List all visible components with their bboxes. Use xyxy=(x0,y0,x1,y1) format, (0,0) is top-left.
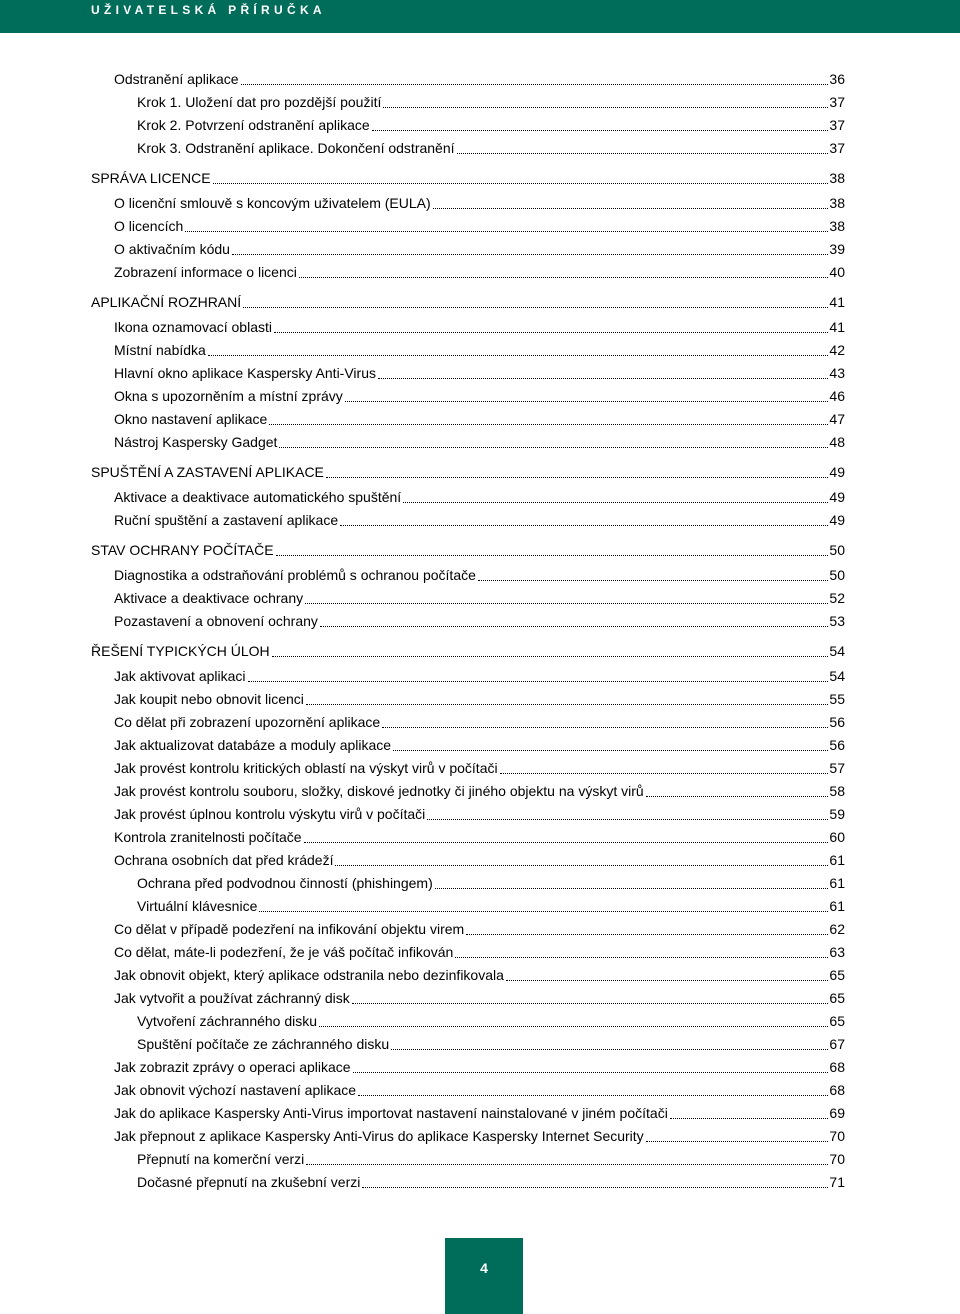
dot-leader xyxy=(248,681,829,682)
toc-entry-page: 53 xyxy=(829,613,845,629)
toc-entry[interactable] xyxy=(114,215,845,237)
dot-leader xyxy=(427,819,828,820)
dot-leader xyxy=(466,934,828,935)
toc-entry[interactable] xyxy=(114,68,845,90)
toc-entry-title: O licenční smlouvě s koncovým uživatelem (EULA) xyxy=(114,195,431,211)
dot-leader xyxy=(208,355,829,356)
toc-entry-title: Nástroj Kaspersky Gadget xyxy=(114,434,278,450)
toc-entry-title: Dočasné přepnutí na zkušební verzi xyxy=(137,1174,361,1190)
toc-entry-title: Krok 1. Uložení dat pro pozdější použití xyxy=(137,94,382,110)
toc-entry[interactable] xyxy=(114,803,845,825)
toc-entry-page: 42 xyxy=(829,342,845,358)
dot-leader xyxy=(185,231,828,232)
toc-entry-title: Jak provést kontrolu souboru, složky, diskové jednotky či jiného objektu na výskyt virů xyxy=(114,783,644,799)
toc-entry-title: Co dělat v případě podezření na infikování objektu virem xyxy=(114,921,465,937)
toc-entry-title: Co dělat, máte-li podezření, že je váš počítač infikován xyxy=(114,944,454,960)
toc-entry-title: Diagnostika a odstraňování problémů s ochranou počítače xyxy=(114,567,476,583)
toc-entry[interactable] xyxy=(114,1102,845,1124)
toc-entry-page: 65 xyxy=(829,990,845,1006)
toc-entry-page: 55 xyxy=(829,691,845,707)
dot-leader xyxy=(241,84,829,85)
dot-leader xyxy=(232,254,828,255)
toc-entry[interactable] xyxy=(114,431,845,453)
toc-entry-page: 62 xyxy=(829,921,845,937)
toc-entry[interactable] xyxy=(114,316,845,338)
toc-entry-page: 69 xyxy=(829,1105,845,1121)
dot-leader xyxy=(353,1072,829,1073)
toc-entry[interactable] xyxy=(114,192,845,214)
toc-entry[interactable] xyxy=(114,688,845,710)
toc-entry-title: Ikona oznamovací oblasti xyxy=(114,319,272,335)
toc-entry-title: Krok 2. Potvrzení odstranění aplikace xyxy=(137,117,370,133)
toc-entry-title: Zobrazení informace o licenci xyxy=(114,264,297,280)
toc-entry[interactable] xyxy=(114,757,845,779)
toc-entry-page: 56 xyxy=(829,714,845,730)
toc-entry-page: 37 xyxy=(829,140,845,156)
toc-entry-title: ŘEŠENÍ TYPICKÝCH ÚLOH xyxy=(91,643,270,659)
dot-leader xyxy=(345,401,829,402)
toc-entry-title: Jak koupit nebo obnovit licenci xyxy=(114,691,304,707)
dot-leader xyxy=(455,957,828,958)
toc-entry-title: O aktivačním kódu xyxy=(114,241,230,257)
dot-leader xyxy=(320,626,829,627)
toc-entry[interactable] xyxy=(114,918,845,940)
toc-entry-title: Jak přepnout z aplikace Kaspersky Anti-Virus do aplikace Kaspersky Internet Security xyxy=(114,1128,644,1144)
dot-leader xyxy=(279,447,828,448)
toc-entry-page: 70 xyxy=(829,1151,845,1167)
page-number: 4 xyxy=(445,1238,523,1314)
dot-leader xyxy=(378,378,828,379)
toc-entry[interactable] xyxy=(114,362,845,384)
toc-entry[interactable] xyxy=(114,734,845,756)
dot-leader xyxy=(306,704,829,705)
toc-entry[interactable] xyxy=(114,339,845,361)
toc-entry-page: 37 xyxy=(829,94,845,110)
dot-leader xyxy=(382,727,828,728)
toc-entry[interactable] xyxy=(114,665,845,687)
toc-entry[interactable] xyxy=(91,461,845,483)
toc-entry-page: 49 xyxy=(829,512,845,528)
dot-leader xyxy=(340,525,828,526)
dot-leader xyxy=(274,332,828,333)
dot-leader xyxy=(259,911,828,912)
toc-entry-title: Pozastavení a obnovení ochrany xyxy=(114,613,318,629)
toc-entry[interactable] xyxy=(114,509,845,531)
toc-entry-page: 36 xyxy=(829,71,845,87)
dot-leader xyxy=(305,603,828,604)
toc-entry[interactable] xyxy=(137,91,845,113)
toc-entry[interactable] xyxy=(114,780,845,802)
toc-entry[interactable] xyxy=(114,826,845,848)
dot-leader xyxy=(276,555,829,556)
toc-entry-title: STAV OCHRANY POČÍTAČE xyxy=(91,542,274,558)
dot-leader xyxy=(358,1095,828,1096)
toc-entry-page: 65 xyxy=(829,1013,845,1029)
toc-entry-page: 40 xyxy=(829,264,845,280)
toc-entry-page: 61 xyxy=(829,875,845,891)
toc-entry-page: 68 xyxy=(829,1059,845,1075)
dot-leader xyxy=(383,107,828,108)
dot-leader xyxy=(335,865,828,866)
toc-entry-page: 38 xyxy=(829,195,845,211)
toc-entry-page: 43 xyxy=(829,365,845,381)
toc-entry[interactable] xyxy=(114,711,845,733)
dot-leader xyxy=(299,277,829,278)
dot-leader xyxy=(506,980,829,981)
dot-leader xyxy=(372,130,829,131)
toc-entry-title: Kontrola zranitelnosti počítače xyxy=(114,829,302,845)
toc-entry-page: 47 xyxy=(829,411,845,427)
dot-leader xyxy=(500,773,829,774)
dot-leader xyxy=(272,656,829,657)
toc-entry-title: SPRÁVA LICENCE xyxy=(91,170,211,186)
toc-entry-title: Ruční spuštění a zastavení aplikace xyxy=(114,512,339,528)
dot-leader xyxy=(393,750,828,751)
toc-entry-title: O licencích xyxy=(114,218,184,234)
toc-entry-page: 50 xyxy=(829,542,845,558)
dot-leader xyxy=(306,1164,828,1165)
toc-entry-title: Jak obnovit výchozí nastavení aplikace xyxy=(114,1082,357,1098)
dot-leader xyxy=(457,153,829,154)
toc-entry-title: Co dělat při zobrazení upozornění aplikace xyxy=(114,714,381,730)
toc-entry[interactable] xyxy=(137,114,845,136)
toc-entry-page: 63 xyxy=(829,944,845,960)
toc-entry[interactable] xyxy=(137,1148,845,1170)
toc-entry[interactable] xyxy=(114,1056,845,1078)
dot-leader xyxy=(646,796,829,797)
toc-entry-page: 48 xyxy=(829,434,845,450)
toc-entry[interactable] xyxy=(114,564,845,586)
toc-entry[interactable] xyxy=(114,1079,845,1101)
toc-entry-title: Aktivace a deaktivace ochrany xyxy=(114,590,304,606)
dot-leader xyxy=(304,842,829,843)
toc-entry[interactable] xyxy=(137,137,845,159)
toc-entry[interactable] xyxy=(91,539,845,561)
toc-entry[interactable] xyxy=(137,872,845,894)
toc-entry-title: Jak zobrazit zprávy o operaci aplikace xyxy=(114,1059,351,1075)
toc-entry-page: 58 xyxy=(829,783,845,799)
dot-leader xyxy=(243,307,828,308)
dot-leader xyxy=(646,1141,829,1142)
toc-entry-page: 57 xyxy=(829,760,845,776)
toc-entry-title: Jak provést kontrolu kritických oblastí na výskyt virů v počítači xyxy=(114,760,498,776)
toc-entry-title: Odstranění aplikace xyxy=(114,71,239,87)
toc-entry[interactable] xyxy=(91,640,845,662)
toc-entry-title: Ochrana osobních dat před krádeží xyxy=(114,852,334,868)
toc-entry[interactable] xyxy=(91,291,845,313)
header-title: UŽIVATELSKÁ PŘÍRUČKA xyxy=(91,3,326,17)
dot-leader xyxy=(433,208,829,209)
toc-entry-title: Okno nastavení aplikace xyxy=(114,411,268,427)
toc-entry-title: Jak obnovit objekt, který aplikace odstranila nebo dezinfikovala xyxy=(114,967,504,983)
toc-entry[interactable] xyxy=(114,941,845,963)
dot-leader xyxy=(435,888,829,889)
toc-entry-title: Jak do aplikace Kaspersky Anti-Virus importovat nastavení nainstalované v jiném počítači xyxy=(114,1105,668,1121)
dot-leader xyxy=(362,1187,828,1188)
toc-entry-title: SPUŠTĚNÍ A ZASTAVENÍ APLIKACE xyxy=(91,464,324,480)
toc-entry-page: 67 xyxy=(829,1036,845,1052)
toc-entry[interactable] xyxy=(114,1125,845,1147)
toc-entry[interactable] xyxy=(91,167,845,189)
toc-entry-title: Ochrana před podvodnou činností (phishingem) xyxy=(137,875,433,891)
toc-entry-title: Spuštění počítače ze záchranného disku xyxy=(137,1036,390,1052)
toc-entry-page: 54 xyxy=(829,643,845,659)
toc-entry-page: 52 xyxy=(829,590,845,606)
toc-entry-title: Jak provést úplnou kontrolu výskytu virů v počítači xyxy=(114,806,426,822)
toc-entry-page: 60 xyxy=(829,829,845,845)
toc-entry-title: Virtuální klávesnice xyxy=(137,898,258,914)
dot-leader xyxy=(403,502,828,503)
toc-entry-title: APLIKAČNÍ ROZHRANÍ xyxy=(91,294,242,310)
toc-entry[interactable] xyxy=(137,1010,845,1032)
toc-entry-title: Jak aktivovat aplikaci xyxy=(114,668,246,684)
toc-entry-page: 46 xyxy=(829,388,845,404)
toc-entry-page: 50 xyxy=(829,567,845,583)
dot-leader xyxy=(670,1118,829,1119)
toc-entry[interactable] xyxy=(114,238,845,260)
toc-entry[interactable] xyxy=(114,964,845,986)
toc-entry[interactable] xyxy=(137,1171,845,1193)
dot-leader xyxy=(213,183,829,184)
header-bar xyxy=(0,0,960,33)
toc-entry-title: Hlavní okno aplikace Kaspersky Anti-Virus xyxy=(114,365,376,381)
toc-entry[interactable] xyxy=(114,849,845,871)
toc-entry[interactable] xyxy=(114,385,845,407)
dot-leader xyxy=(269,424,828,425)
toc-entry-page: 61 xyxy=(829,898,845,914)
toc-entry-page: 37 xyxy=(829,117,845,133)
toc-entry-page: 54 xyxy=(829,668,845,684)
toc-entry-title: Krok 3. Odstranění aplikace. Dokončení odstranění xyxy=(137,140,455,156)
toc-entry-page: 38 xyxy=(829,218,845,234)
toc-entry-page: 68 xyxy=(829,1082,845,1098)
toc-entry-title: Aktivace a deaktivace automatického spuštění xyxy=(114,489,402,505)
toc-entry[interactable] xyxy=(114,261,845,283)
toc-entry-page: 49 xyxy=(829,464,845,480)
toc-entry-page: 56 xyxy=(829,737,845,753)
toc-entry-title: Okna s upozorněním a místní zprávy xyxy=(114,388,343,404)
dot-leader xyxy=(391,1049,828,1050)
toc-entry-page: 71 xyxy=(829,1174,845,1190)
toc-entry-title: Přepnutí na komerční verzi xyxy=(137,1151,305,1167)
toc-entry-page: 39 xyxy=(829,241,845,257)
toc-entry-title: Jak aktualizovat databáze a moduly aplikace xyxy=(114,737,392,753)
toc-entry-page: 49 xyxy=(829,489,845,505)
toc-entry[interactable] xyxy=(137,1033,845,1055)
toc-entry-page: 38 xyxy=(829,170,845,186)
toc-entry[interactable] xyxy=(114,610,845,632)
toc-entry-title: Místní nabídka xyxy=(114,342,206,358)
toc-entry-page: 70 xyxy=(829,1128,845,1144)
toc-entry-page: 59 xyxy=(829,806,845,822)
toc-entry-page: 65 xyxy=(829,967,845,983)
toc-entry[interactable] xyxy=(114,408,845,430)
toc-entry-title: Jak vytvořit a používat záchranný disk xyxy=(114,990,350,1006)
toc-entry-page: 61 xyxy=(829,852,845,868)
toc-entry[interactable] xyxy=(137,895,845,917)
dot-leader xyxy=(478,580,829,581)
dot-leader xyxy=(352,1003,829,1004)
dot-leader xyxy=(319,1026,828,1027)
toc-entry[interactable] xyxy=(114,486,845,508)
toc-entry[interactable] xyxy=(114,587,845,609)
dot-leader xyxy=(326,477,829,478)
toc-entry[interactable] xyxy=(114,987,845,1009)
toc-entry-page: 41 xyxy=(829,319,845,335)
toc-entry-page: 41 xyxy=(829,294,845,310)
toc-entry-title: Vytvoření záchranného disku xyxy=(137,1013,318,1029)
